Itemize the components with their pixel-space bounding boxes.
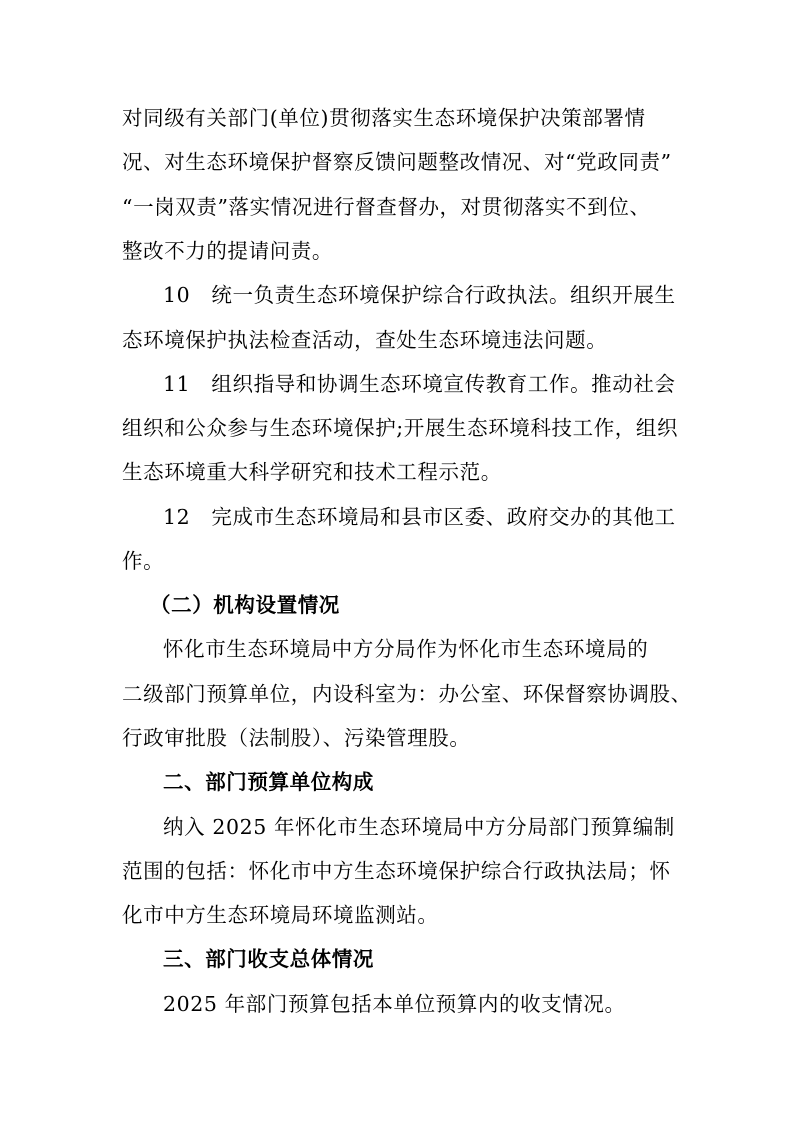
body-text-line: “一岗双责”落实情况进行督查督办，对贯彻落实不到位、 — [122, 195, 651, 219]
body-text-line: 行政审批股（法制股）、污染管理股。 — [122, 726, 471, 750]
section-heading-budget-units: 二、部门预算单位构成 — [163, 770, 374, 794]
section-heading-org-structure: （二）机构设置情况 — [150, 593, 340, 617]
body-text-line: 二级部门预算单位，内设科室为：办公室、环保督察协调股、 — [122, 682, 692, 706]
item-11-line: 11 组织指导和协调生态环境宣传教育工作。推动社会 — [163, 372, 676, 396]
body-text-line: 况、对生态环境保护督察反馈问题整改情况、对“党政同责” — [122, 150, 672, 174]
body-text-line: 对同级有关部门(单位)贯彻落实生态环境保护决策部署情 — [122, 106, 646, 130]
paragraph-start-line: 纳入 2025 年怀化市生态环境局中方分局部门预算编制 — [163, 815, 675, 839]
body-text-line: 范围的包括：怀化市中方生态环境保护综合行政执法局；怀 — [122, 859, 671, 883]
section-heading-revenue-expenditure: 三、部门收支总体情况 — [163, 947, 374, 971]
paragraph-start-line: 怀化市生态环境局中方分局作为怀化市生态环境局的 — [163, 637, 649, 661]
body-text-line: 整改不力的提请问责。 — [122, 239, 333, 263]
paragraph-start-line: 2025 年部门预算包括本单位预算内的收支情况。 — [163, 992, 626, 1016]
body-text-line: 态环境保护执法检查活动，查处生态环境违法问题。 — [122, 328, 608, 352]
item-12-line: 12 完成市生态环境局和县市区委、政府交办的其他工 — [163, 505, 676, 529]
body-text-line: 生态环境重大科学研究和技术工程示范。 — [122, 460, 502, 484]
item-10-line: 10 统一负责生态环境保护综合行政执法。组织开展生 — [163, 283, 676, 307]
body-text-line: 作。 — [122, 549, 165, 573]
body-text-line: 组织和公众参与生态环境保护;开展生态环境科技工作，组织 — [122, 416, 679, 440]
body-text-line: 化市中方生态环境局环境监测站。 — [122, 903, 439, 927]
